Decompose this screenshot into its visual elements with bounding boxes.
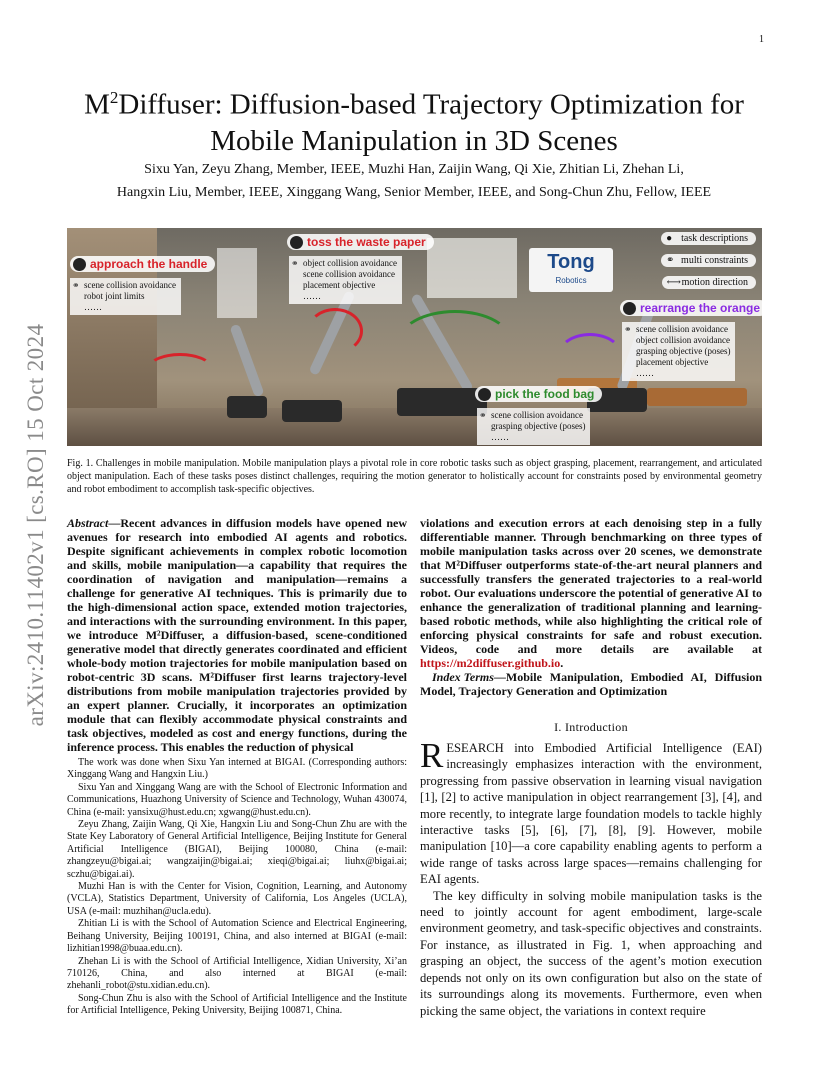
person-pin-icon — [478, 388, 491, 401]
intro-paragraph-2: The key difficulty in solving mobile manipulation tasks is the need to jointly account for agent embodiment, large-scale environment geometry, and task-specific objectives and constraints. For instance, as illustrated in Fig. 1, when approaching and grasping an object, the success of the agent’s motion execution depends not only on its own configuration but also on the state of its surroundings along its movements. Furthermore, even when picking the same object, the variations in context require — [420, 888, 762, 1018]
abstract-label: Abstract — [67, 516, 109, 530]
arxiv-stamp — [10, 290, 62, 760]
legend-task-descriptions: ● task descriptions — [661, 232, 756, 245]
project-url-link[interactable]: https://m2diffuser.github.io — [420, 656, 561, 670]
footnote: Muzhi Han is with the Center for Vision, Cognition, Learning, and Autonomy (VCLA), Statistics Department, University of California, Los Angeles (UCLA), USA (e-mail: muzhihan@ucla.edu). — [67, 881, 407, 917]
motion-path-red — [307, 308, 363, 354]
authors-line-2: Hangxin Liu, Member, IEEE, Xinggang Wang, Senior Member, IEEE, and Song-Chun Zhu, Fellow, IEEE — [116, 185, 712, 200]
person-pin-icon: ● — [666, 233, 673, 244]
footnote: Zeyu Zhang, Zaijin Wang, Qi Xie, Hangxin Liu and Song-Chun Zhu are with the State Key Laboratory of General Artificial Intelligence, Beijing Institute for General Artificial Intelligence (BIGAI), Beijing 100080, China (e-mail: zhangzeyu@bigai.ai; wangzaijin@bigai.ai; xieqi@bigai.ai; liuhx@bigai.ai; sczhu@bigai.ai). — [67, 819, 407, 880]
link-icon: ⚭ — [624, 324, 632, 334]
bench — [647, 388, 747, 406]
title-prefix: M — [84, 88, 110, 121]
index-terms — [420, 670, 762, 698]
constraints-approach-handle: ⚭ scene collision avoidance robot joint limits …… — [70, 278, 181, 315]
robot-base — [227, 396, 267, 418]
tong-robotics-logo — [529, 248, 613, 292]
link-icon: ⚭ — [72, 280, 80, 290]
index-terms-text: —Mobile Manipulation, Embodied AI, Diffusion Model, Trajectory Generation and Optimization — [420, 670, 762, 698]
motion-path-red — [147, 353, 213, 385]
abstract-text-left: —Recent advances in diffusion models have opened new avenues for research into embodied AI agents and robotics. Despite significant achievements in complex robotic locomotion and skills, mobile manipulation—a capability that requires the coordination of navigation and manipulation—remains a challenge for generative AI techniques. This is primarily due to the high-dimensional action space, extended motion trajectories, and interactions with the surrounding environment. In this paper, we introduce M²Diffuser, a diffusion-based, scene-conditioned generative model that directly generates coordinated and efficient whole-body motion trajectories for mobile manipulation based on robot-centric 3D scans. M²Diffuser first learns trajectory-level distributions from mobile manipulation trajectories provided by an expert planner. Crucially, it incorporates an optimization module that can flexibly accommodate physical constraints and task objectives, modeled as cost and energy functions, during the inference process. This enables the reduction of physical — [67, 516, 407, 754]
page-number: 1 — [759, 34, 764, 45]
abstract-text-right: violations and execution errors at each denoising step in a fully differentiable manner. Through benchmarking on three types of mobile manipulation tasks across over 20 scenes, we demonstrate that M²Diffuser outperforms state-of-the-art neural planners and successfully transfers the generated trajectories to a real-world robot. Our evaluations underscore the potential of generative AI to enhance the generalization of traditional planning and learning-based robotic methods, while also highlighting the critical role of enforcing physical constraints for safe and robust execution. Videos, code and more details are available at — [420, 516, 762, 656]
arxiv-stamp-text: arXiv:2410.11402v1 [cs.RO] 15 Oct 2024 — [23, 323, 48, 727]
author-list — [60, 158, 768, 204]
drop-cap: R — [420, 736, 444, 775]
robot-base — [282, 400, 342, 422]
footnote: Zhehan Li is with the School of Artificial Intelligence, Xidian University, Xi’an 710126, China, and also interned at BIGAI (e-mail: zhehanli_robot@stu.xidian.edu.cn). — [67, 955, 407, 992]
task-pick-food-bag: pick the food bag — [475, 386, 602, 402]
legend-motion-direction: ⟷ motion direction — [662, 276, 756, 289]
title-superscript: 2 — [109, 88, 119, 107]
double-arrow-icon: ⟷ — [666, 277, 681, 288]
task-approach-handle: approach the handle — [70, 256, 215, 272]
link-icon: ⚭ — [479, 410, 487, 420]
robot-arm — [229, 324, 264, 398]
person-pin-icon — [73, 258, 86, 271]
section-heading: I. Introduction — [554, 720, 628, 734]
constraints-pick-food-bag: ⚭ scene collision avoidance grasping objective (poses) …… — [477, 408, 590, 445]
intro-paragraph-1: RESEARCH into Embodied Artificial Intelligence (EAI) increasingly emphasizes interaction with the environment, progressing from passive observation in learning visual navigation [1], [2] to active manipulation in object rearrangement [3], [4], and more recently, to integrate large foundation models to tackle highly interactive tasks [5], [6], [7], [8], [9]. However, mobile manipulation [10]—a core capability enabling agents to perform a wide range of tasks across large spaces—remains challenging for EAI agents. — [420, 736, 762, 887]
figure-caption: Fig. 1. Challenges in mobile manipulation. Mobile manipulation plays a pivotal role in core robotic tasks such as object grasping, placement, rearrangement, and articulated object manipulation. Each of these tasks poses distinct challenges, requiring the motion generator to holistically account for constraints posed by environmental geometry and robot embodiment to accomplish task-specific objectives. — [67, 458, 762, 495]
introduction-text — [420, 736, 762, 1019]
link-icon: ⚭ — [291, 258, 299, 268]
motion-path-green — [397, 310, 513, 376]
logo-main: Tong — [547, 251, 595, 273]
task-rearrange-orange: rearrange the orange — [620, 300, 762, 316]
wall-panel — [427, 238, 517, 298]
paper-title — [40, 80, 788, 159]
constraints-rearrange-orange: ⚭ scene collision avoidance object collision avoidance grasping objective (poses) placement objective …… — [622, 322, 735, 381]
authors-line-1: Sixu Yan, Zeyu Zhang, Member, IEEE, Muzhi Han, Zaijin Wang, Qi Xie, Zhitian Li, Zhehan Li, — [144, 162, 684, 177]
logo-sub: Robotics — [555, 276, 587, 285]
footnote: Sixu Yan and Xinggang Wang are with the School of Electronic Information and Communications, Huazhong University of Science and Technology, Wuhan 430074, China (e-mail: yansixu@hust.edu.cn; xgwang@hust.edu.cn). — [67, 781, 407, 818]
person-pin-icon — [290, 236, 303, 249]
abstract-left — [67, 516, 407, 754]
title-rest: Diffuser: Diffusion-based Trajectory Optimization for Mobile Manipulation in 3D Scenes — [118, 88, 744, 157]
constraints-toss-waste-paper: ⚭ object collision avoidance scene collision avoidance placement objective …… — [289, 256, 402, 304]
person-pin-icon — [623, 302, 636, 315]
legend-multi-constraints: ⚭ multi constraints — [661, 254, 756, 267]
task-toss-waste-paper: toss the waste paper — [287, 234, 434, 250]
abstract-right: violations and execution errors at each denoising step in a fully differentiable manner. Through benchmarking on three types of mobile manipulation tasks across over 20 scenes, we demonstrate that M²Diffuser outperforms state-of-the-art neural planners and successfully transfers the generated trajectories to a real-world robot. Our evaluations underscore the potential of generative AI to enhance the generalization of traditional planning and learning-based robotic methods, while also highlighting the critical role of enforcing physical constraints for safe and robust execution. Videos, code and more details are available at https://m2diffuser.github.io. — [420, 516, 762, 670]
link-icon: ⚭ — [666, 255, 675, 266]
robot-base — [397, 388, 487, 416]
motion-path-purple — [557, 333, 623, 379]
figure-1 — [67, 228, 762, 446]
footnote: The work was done when Sixu Yan interned at BIGAI. (Corresponding authors: Xinggang Wang and Hangxin Liu.) — [67, 757, 407, 781]
index-terms-label: Index Terms — [432, 670, 494, 684]
footnote: Song-Chun Zhu is also with the School of Artificial Intelligence and the Institute for Artificial Intelligence, Peking University, Beijing 100871, China. — [67, 992, 407, 1017]
author-footnotes — [67, 757, 407, 1018]
window — [217, 248, 257, 318]
footnote: Zhitian Li is with the School of Automation Science and Electrical Engineering, Beihang University, Beijing 100191, China, and also interned at BIGAI (e-mail: lizhitian1998@buaa.edu.cn). — [67, 918, 407, 955]
